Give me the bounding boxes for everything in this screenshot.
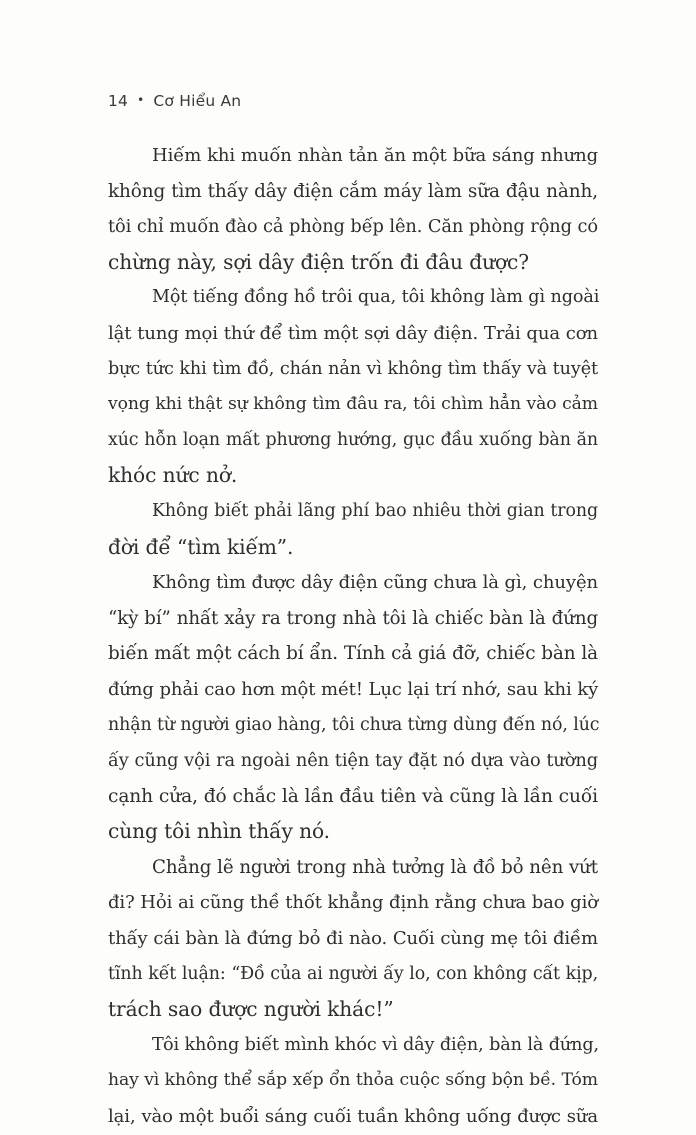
paragraph xyxy=(108,850,598,1028)
text-line: đời để “tìm kiếm”. xyxy=(108,534,294,559)
header-author: Cơ Hiểu An xyxy=(153,92,242,110)
text-line: trách sao được người khác!” xyxy=(108,997,394,1022)
text-line: chừng này, sợi dây điện trốn đi đâu được? xyxy=(108,249,529,274)
text-line: không tìm thấy dây điện cắm máy làm sữa đậu nành, xyxy=(108,180,598,202)
text-line: cùng tôi nhìn thấy nó. xyxy=(108,819,330,844)
text-line: tĩnh kết luận: “Đồ của ai người ấy lo, con không cất kịp, xyxy=(108,963,598,984)
text-line: Hiếm khi muốn nhàn tản ăn một bữa sáng nhưng xyxy=(152,145,598,166)
text-line: Không tìm được dây điện cũng chưa là gì, chuyện xyxy=(152,572,598,594)
text-line: biến mất một cách bí ẩn. Tính cả giá đỡ, chiếc bàn là xyxy=(108,643,598,665)
text-line: Tôi không biết mình khóc vì dây điện, bàn là đứng, xyxy=(152,1034,600,1055)
text-line: Không biết phải lãng phí bao nhiêu thời gian trong xyxy=(152,500,598,521)
paragraph xyxy=(108,494,598,565)
text-line: hay vì không thể sắp xếp ổn thỏa cuộc sống bộn bề. Tóm xyxy=(108,1070,598,1091)
text-line: Chẳng lẽ người trong nhà tưởng là đồ bỏ nên vứt xyxy=(152,856,598,878)
paragraph xyxy=(108,565,598,850)
text-line: “kỳ bí” nhất xảy ra trong nhà tôi là chiếc bàn là đứng xyxy=(108,607,598,629)
text-line: đứng phải cao hơn một mét! Lục lại trí nhớ, sau khi ký xyxy=(108,678,599,700)
paragraph xyxy=(108,1028,598,1135)
text-line: tôi chỉ muốn đào cả phòng bếp lên. Căn phòng rộng có xyxy=(108,216,598,238)
body-text xyxy=(108,138,598,1135)
text-line: cạnh cửa, đó chắc là lần đầu tiên và cũng là lần cuối xyxy=(108,785,598,807)
text-line: đi? Hỏi ai cũng thề thốt khẳng định rằng chưa bao giờ xyxy=(108,892,598,914)
running-header xyxy=(108,92,241,110)
text-line: lật tung mọi thứ để tìm một sợi dây điện. Trải qua cơn xyxy=(108,322,598,344)
text-line: bực tức khi tìm đồ, chán nản vì không tìm thấy và tuyệt xyxy=(108,358,598,379)
text-line: xúc hỗn loạn mất phương hướng, gục đầu xuống bàn ăn xyxy=(108,429,598,450)
page-number: 14 xyxy=(108,92,129,110)
text-line: nhận từ người giao hàng, tôi chưa từng dùng đến nó, lúc xyxy=(108,714,600,735)
text-line: Một tiếng đồng hồ trôi qua, tôi không làm gì ngoài xyxy=(152,287,600,308)
text-line: khóc nức nở. xyxy=(108,463,238,488)
text-line: vọng khi thật sự không tìm đâu ra, tôi chìm hẳn vào cảm xyxy=(108,394,598,415)
text-line: ấy cũng vội ra ngoài nên tiện tay đặt nó dựa vào tường xyxy=(108,750,598,772)
paragraph xyxy=(108,280,598,494)
text-line: lại, vào một buổi sáng cuối tuần không uống được sữa xyxy=(108,1106,598,1128)
text-line: thấy cái bàn là đứng bỏ đi nào. Cuối cùng mẹ tôi điềm xyxy=(108,928,598,950)
header-separator: • xyxy=(137,93,145,107)
paragraph xyxy=(108,138,598,280)
